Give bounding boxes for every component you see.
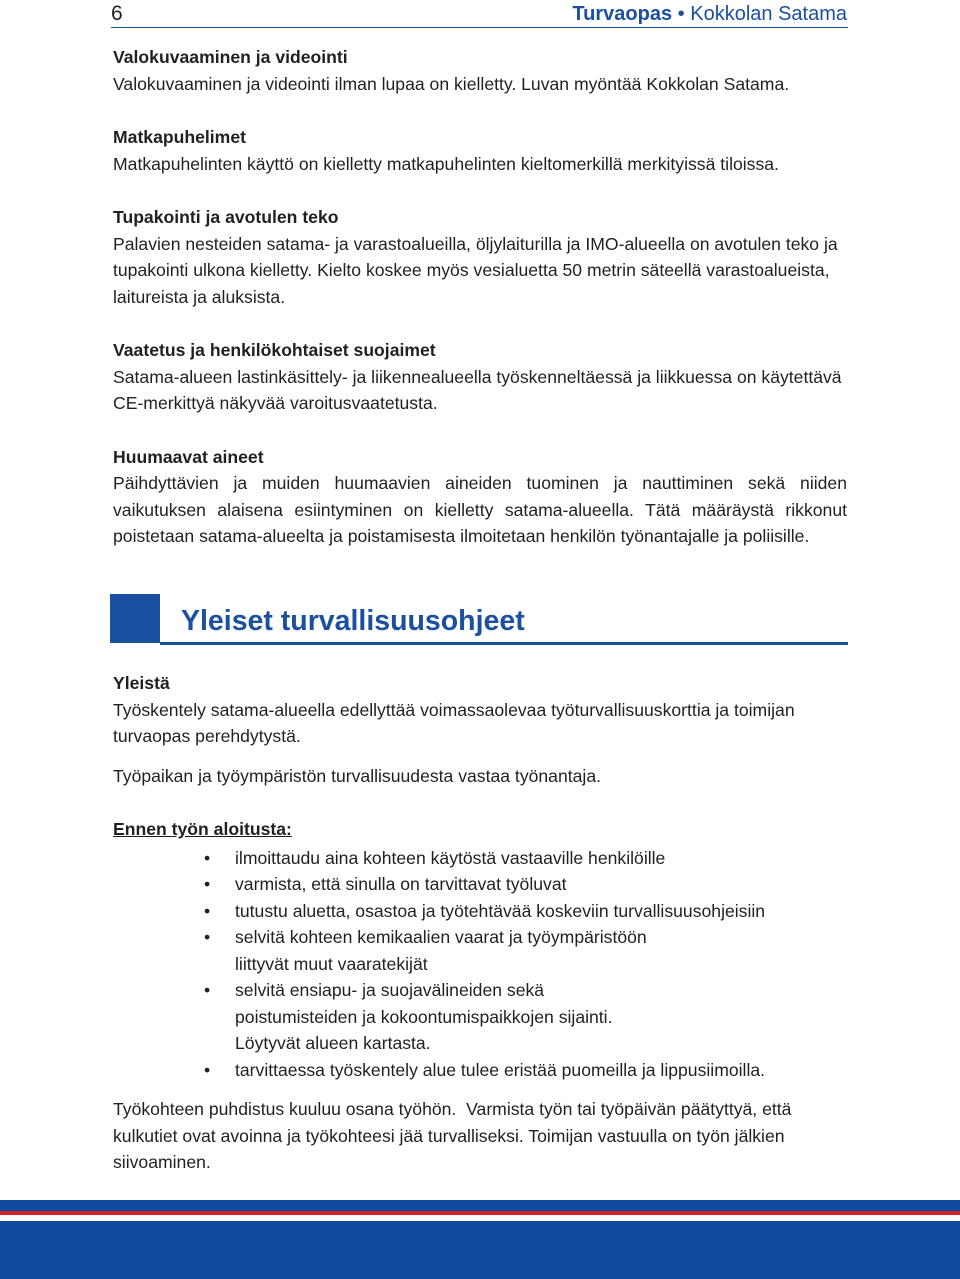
section-intoxicants (113, 444, 847, 550)
list-item: • tarvittaessa työskentely alue tulee eristää puomeilla ja lippusiimoilla. (113, 1057, 847, 1084)
section-text: Satama-alueen lastinkäsittely- ja liikennealueella työskenneltäessä ja liikkuessa on käytettävä CE-merkittyä näkyvää varoitusvaatetusta. (113, 366, 842, 413)
footer-white-stripe (0, 1215, 960, 1221)
rules-sections (113, 44, 847, 577)
section-title: Vaatetus ja henkilökohtaiset suojaimet (113, 340, 436, 360)
section-smoking (113, 204, 847, 310)
before-work-list (113, 845, 847, 1084)
section-title: Valokuvaaminen ja videointi (113, 47, 348, 67)
section-title: Tupakointi ja avotulen teko (113, 207, 339, 227)
list-item: • tutustu aluetta, osastoa ja työtehtävää koskeviin turvallisuusohjeisiin (113, 898, 847, 925)
bullet-icon: • (204, 927, 211, 947)
section-clothing (113, 337, 847, 417)
closing-paragraph: Työkohteen puhdistus kuuluu osana työhön. Varmista työn tai työpäivän päätyttyä, että kulkutiet ovat avoinna ja työkohteesi jää turvalliseksi. Toimijan vastuulla on työn jälkien siivoaminen. (113, 1099, 797, 1172)
page-number: 6 (111, 2, 123, 25)
chapter-title: Yleiset turvallisuusohjeet (181, 605, 525, 637)
before-work-title: Ennen työn aloitusta: (113, 819, 292, 839)
chapter-banner (110, 594, 848, 646)
section-text: Matkapuhelinten käyttö on kielletty matkapuhelinten kieltomerkillä merkityissä tiloissa. (113, 153, 779, 174)
section-photography (113, 44, 847, 97)
section-text: Palavien nesteiden satama- ja varastoalueilla, öljylaiturilla ja IMO-alueella on avotulen teko ja tupakointi ulkona kielletty. Kielto koskee myös vesialuetta 50 metrin säteellä varastoalueista, laitureista ja aluksista. (113, 233, 838, 307)
header-subtitle: Kokkolan Satama (690, 3, 847, 25)
list-item: • varmista, että sinulla on tarvittavat työluvat (113, 871, 847, 898)
running-header (572, 2, 847, 26)
general-para-1: Työskentely satama-alueella edellyttää voimassaolevaa työturvallisuuskorttia ja toimijan turvaopas perehdytystä. (113, 699, 795, 746)
header-rule (111, 27, 848, 28)
section-mobile-phones (113, 124, 847, 177)
list-item: • selvitä ensiapu- ja suojavälineiden sekä poistumisteiden ja kokoontumispaikkojen sijainti. Löytyvät alueen kartasta. (113, 977, 847, 1057)
bullet-icon: • (204, 847, 211, 868)
bullet-icon: • (204, 1059, 211, 1080)
header-separator: • (677, 3, 685, 25)
banner-rule (160, 642, 848, 645)
section-text: Päihdyttävien ja muiden huumaavien aineiden tuominen ja nauttiminen sekä niiden vaikutuksen alaisena esiintyminen on kielletty satama-alueella. Tätä määräystä rikkonut poistetaan satama-alueelta ja poistamisesta ilmoitetaan henkilön työnantajalle ja poliisille. (113, 473, 847, 546)
bullet-icon: • (204, 874, 211, 894)
list-item: • ilmoittaudu aina kohteen käytöstä vastaaville henkilöille (113, 845, 847, 872)
banner-square (110, 594, 160, 643)
general-title: Yleistä (113, 673, 170, 693)
header-brand: Turvaopas (572, 3, 673, 25)
section-title: Matkapuhelimet (113, 127, 246, 147)
section-title: Huumaavat aineet (113, 446, 264, 467)
bullet-icon: • (204, 980, 211, 1000)
list-item: • selvitä kohteen kemikaalien vaarat ja työympäristöön liittyvät muut vaaratekijät (113, 924, 847, 977)
section-text: Valokuvaaminen ja videointi ilman lupaa on kielletty. Luvan myöntää Kokkolan Satama. (113, 73, 790, 94)
bullet-icon: • (204, 900, 211, 921)
general-para-2: Työpaikan ja työympäristön turvallisuudesta vastaa työnantaja. (113, 765, 602, 786)
general-safety-content (113, 670, 847, 1176)
